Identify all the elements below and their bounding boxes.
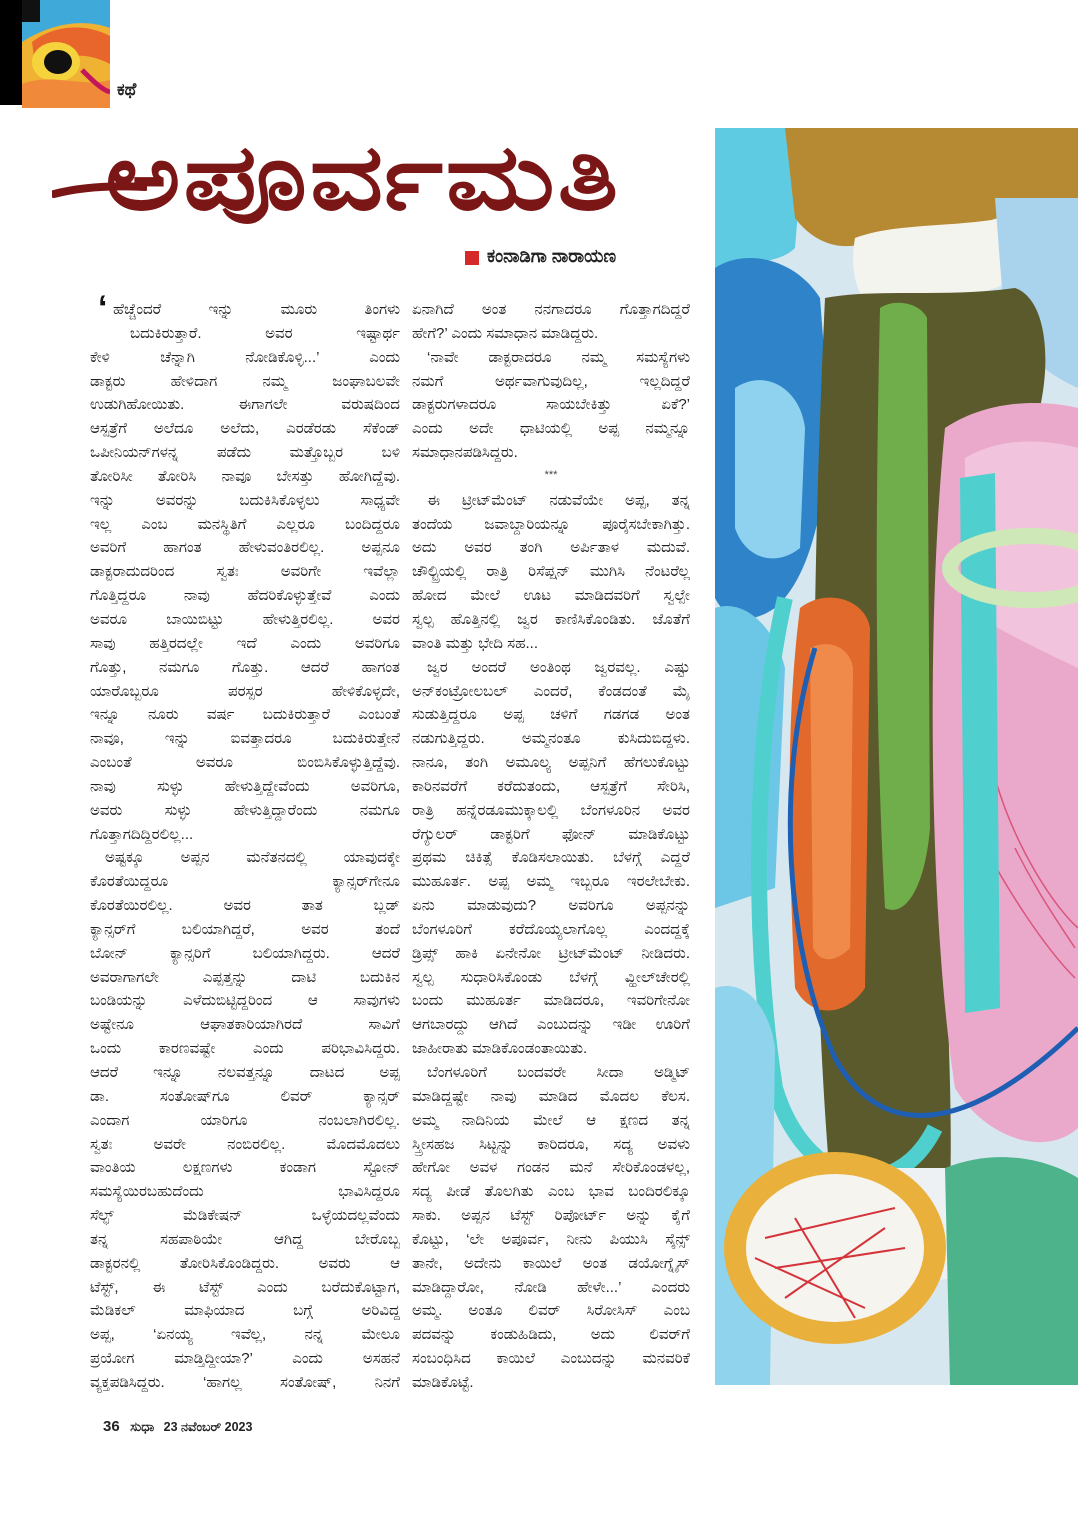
text-line: ನಾನೂ, ತಂಗಿ ಅಮೂಲ್ಯ ಅಪ್ಪನಿಗೆ ಹೆಗಲುಕೊಟ್ಟು bbox=[412, 754, 690, 772]
section-separator: *** bbox=[544, 468, 558, 481]
text-line: ‘ನಾವೇ ಡಾಕ್ಟರಾದರೂ ನಮ್ಮ ಸಮಸ್ಯೆಗಳು bbox=[427, 348, 690, 366]
text-line: ಡಾಕ್ಟರು ಹೇಳಿದಾಗ ನಮ್ಮ ಜಂಘಾಬಲವೇ bbox=[90, 372, 400, 390]
text-line: ಟೆಸ್ಟ್, ಈ ಟೆಸ್ಟ್ ಎಂದು ಬರೆದುಕೊಟ್ಟಾಗ, bbox=[90, 1278, 400, 1296]
text-line: ಸಮಸ್ಯೆಯಿರಬಹುದೆಂದು ಭಾವಿಸಿದ್ದರೂ bbox=[90, 1183, 400, 1201]
text-line bbox=[90, 289, 400, 327]
text-line: ವ್ಯಕ್ತಪಡಿಸಿದ್ದರು. ‘ಹಾಗಲ್ಲ ಸಂತೋಷ್, ನಿನಗೆ bbox=[90, 1373, 400, 1391]
issue-date: 23 ನವೆಂಬರ್ 2023 bbox=[163, 1420, 253, 1434]
text-line: ಡ್ರಿಪ್ಸ್ ಹಾಕಿ ಏನೇನೋ ಟ್ರೀಟ್‌ಮೆಂಟ್ ನೀಡಿದರು. bbox=[412, 944, 690, 962]
text-line: ಮಾಡಿದ್ದಾರೋ, ನೋಡಿ ಹೇಳೇ...’ ಎಂದರು bbox=[412, 1278, 690, 1296]
text-line: ಪ್ರಯೋಗ ಮಾಡ್ತಿದ್ದೀಯಾ?’ ಎಂದು ಅಸಹನೆ bbox=[90, 1350, 400, 1368]
text-line: ಸದ್ಯ ಪೀಡೆ ತೊಲಗಿತು ಎಂಬ ಭಾವ ಬಂದಿರಲಿಕ್ಕೂ bbox=[412, 1183, 690, 1201]
text-line: ಒಂದು ಕಾರಣವಷ್ಟೇ ಎಂದು ಪರಿಭಾವಿಸಿದ್ದರು. bbox=[90, 1040, 400, 1058]
text-line: ಸಂಬಂಧಿಸಿದ ಕಾಯಿಲೆ ಎಂಬುದನ್ನು ಮನವರಿಕೆ bbox=[412, 1350, 690, 1368]
text-line: ಹೇಗೆ?’ ಎಂದು ಸಮಾಧಾನ ಮಾಡಿದ್ದರು. bbox=[412, 324, 599, 342]
text-line: ಸ್ವಲ್ಪ ಸುಧಾರಿಸಿಕೊಂಡು ಬೆಳಗ್ಗೆ ವ್ಹೀಲ್‌ಚೇರಲ್ಲಿ bbox=[412, 968, 690, 986]
section-logo-icon bbox=[22, 0, 110, 108]
black-corner-bar bbox=[0, 0, 22, 105]
text-line: ಅನ್‌ಕಂಟ್ರೋಲಬಲ್ ಎಂದರೆ, ಕೆಂಡದಂತೆ ಮೈ bbox=[412, 682, 690, 700]
text-line: ಬೋನ್ ಕ್ಯಾನ್ಸರಿಗೆ ಬಲಿಯಾಗಿದ್ದರು. ಆದರೆ bbox=[90, 944, 400, 962]
abstract-painting-illustration bbox=[715, 128, 1078, 1385]
text-line: ಎಂಬಂತೆ ಅವರೂ ಬಿಂಬಿಸಿಕೊಳ್ಳುತ್ತಿದ್ದೆವು. bbox=[90, 754, 400, 772]
text-line: ಡಾ. ಸಂತೋಷ್‌ಗೂ ಲಿವರ್ ಕ್ಯಾನ್ಸರ್ bbox=[90, 1087, 400, 1105]
text-line: ಈ ಟ್ರೀಟ್‌ಮೆಂಟ್ ನಡುವೆಯೇ ಅಪ್ಪ, ತನ್ನ bbox=[427, 491, 690, 509]
text-line: ಅಮ್ಮ ನಾದಿನಿಯ ಮೇಲೆ ಆ ಕ್ಷಣದ ತನ್ನ bbox=[412, 1111, 690, 1129]
text-line: ನಮಗೆ ಅರ್ಥವಾಗುವುದಿಲ್ಲ, ಇಲ್ಲದಿದ್ದರೆ bbox=[412, 372, 690, 390]
text-line: ಅವರು ಸುಳ್ಳು ಹೇಳುತ್ತಿದ್ದಾರೆಂದು ನಮಗೂ bbox=[90, 801, 400, 819]
text-line: ಸುಡುತ್ತಿದ್ದರೂ ಅಪ್ಪ ಚಳಿಗೆ ಗಡಗಡ ಅಂತ bbox=[412, 706, 690, 724]
text-line: ಸ್ತ್ರೀಸಹಜ ಸಿಟ್ಟನ್ನು ಕಾರಿದರೂ, ಸದ್ಯ ಅವಳು bbox=[412, 1135, 690, 1153]
opening-quote-mark: ‘ bbox=[98, 289, 108, 327]
text-line: ತಾನೇ, ಅದೇನು ಕಾಯಿಲೆ ಅಂತ ಡಯೋಗ್ನೈಸ್ bbox=[412, 1254, 690, 1272]
text-line: ಆದರೆ ಇನ್ನೂ ನಲವತ್ತನ್ನೂ ದಾಟದ ಅಪ್ಪ bbox=[90, 1064, 400, 1081]
text-line: ನಾವೂ, ಇನ್ನು ಐವತ್ತಾದರೂ ಬದುಕಿರುತ್ತೇನೆ bbox=[90, 730, 400, 748]
page-number: 36 bbox=[103, 1418, 120, 1435]
text-line: ಸ್ವತಃ ಅವರೇ ನಂಬಿರಲಿಲ್ಲ. ಮೊದಮೊದಲು bbox=[90, 1135, 400, 1153]
publication-name: ಸುಧಾ bbox=[130, 1419, 155, 1434]
text-line: ಚೌಲ್ಟ್ರಿಯಲ್ಲಿ ರಾತ್ರಿ ರಿಸೆಪ್ಷನ್ ಮುಗಿಸಿ ನೆಂಟರೆಲ್ಲ bbox=[412, 563, 690, 581]
text-line: ಬೆಂಗಳೂರಿಗೆ ಕರೆದೊಯ್ಯಲಾಗೊಲ್ಲ ಎಂದದ್ದಕ್ಕೆ bbox=[412, 920, 690, 938]
text-line: ಸಾಕು. ಅಪ್ಪನ ಟೆಸ್ಟ್ ರಿಪೋರ್ಟ್ ಅನ್ನು ಕೈಗೆ bbox=[412, 1207, 690, 1225]
text-line: ನಾವು ಸುಳ್ಳು ಹೇಳುತ್ತಿದ್ದೇವೆಂದು ಅವರಿಗೂ, bbox=[90, 777, 400, 795]
text-line: ತನ್ನ ಸಹಪಾಠಿಯೇ ಆಗಿದ್ದ ಬೇರೊಬ್ಬ bbox=[90, 1230, 400, 1248]
text-line: ಇನ್ನೂ ನೂರು ವರ್ಷ ಬದುಕಿರುತ್ತಾರೆ ಎಂಬಂತೆ bbox=[90, 706, 400, 724]
text-line-content: ಹೆಚ್ಚೆಂದರೆ ಇನ್ನು ಮೂರು ತಿಂಗಳು bbox=[113, 301, 400, 318]
text-line: ಮುಹೂರ್ತ. ಅಪ್ಪ ಅಮ್ಮ ಇಬ್ಬರೂ ಇರಲೇಬೇಕು. bbox=[412, 873, 690, 891]
painting-orange-highlight bbox=[810, 644, 853, 959]
text-line: ಯಾರೊಬ್ಬರೂ ಪರಸ್ಪರ ಹೇಳಿಕೊಳ್ಳದೇ, bbox=[90, 682, 400, 700]
text-line: ಒಪೀನಿಯನ್‌ಗಳನ್ನ ಪಡೆದು ಮತ್ತೊಬ್ಬರ ಬಳಿ bbox=[90, 444, 400, 462]
text-line: ಜ್ವರ ಅಂದರೆ ಅಂತಿಂಥ ಜ್ವರವಲ್ಲ. ಎಷ್ಟು bbox=[427, 658, 690, 676]
painting-light-blue-patch bbox=[735, 380, 805, 558]
text-line: ಜಾಹೀರಾತು ಮಾಡಿಕೊಂಡಂತಾಯಿತು. bbox=[412, 1040, 588, 1058]
text-line: ಪದವನ್ನು ಕಂಡುಹಿಡಿದು, ಅದು ಲಿವರ್‌ಗೆ bbox=[412, 1326, 690, 1344]
text-line: ಎಂದು ಅದೇ ಧಾಟಿಯಲ್ಲಿ ಅಪ್ಪ ನಮ್ಮನ್ನೂ bbox=[412, 420, 690, 438]
text-line: ಅಷ್ಟಕ್ಕೂ ಅಪ್ಪನ ಮನೆತನದಲ್ಲಿ ಯಾವುದಕ್ಕೇ bbox=[105, 849, 400, 867]
text-line: ತಂದೆಯ ಜವಾಬ್ದಾರಿಯನ್ನೂ ಪೂರೈಸಬೇಕಾಗಿತ್ತು. bbox=[412, 515, 690, 533]
text-line: ಗೊತ್ತಿದ್ದರೂ ನಾವು ಹೆದರಿಕೊಳ್ಳುತ್ತೇವೆ ಎಂದು bbox=[90, 587, 400, 605]
text-column-left bbox=[90, 289, 400, 1395]
text-line: ಕೊರತೆಯಿದ್ದರೂ ಕ್ಯಾನ್ಸರ್‌ಗೇನೂ bbox=[90, 873, 400, 891]
text-line: ಏನು ಮಾಡುವುದು? ಅವರಿಗೂ ಅಪ್ಪನನ್ನು bbox=[412, 897, 690, 915]
text-line: ಅಪ್ಪ, ‘ಏನಯ್ಯ ಇವೆಲ್ಲ, ನನ್ನ ಮೇಲೂ bbox=[90, 1326, 400, 1344]
text-line: ರಾತ್ರಿ ಹನ್ನೆರಡೂಮುಕ್ಕಾಲಲ್ಲಿ ಬೆಂಗಳೂರಿನ ಅವರ bbox=[412, 801, 690, 819]
text-line: ವಾಂತಿಯ ಲಕ್ಷಣಗಳು ಕಂಡಾಗ ಸ್ಟೋನ್ bbox=[90, 1159, 400, 1177]
story-title: ಅಪೂರ್ವಮತಿ bbox=[105, 123, 621, 231]
text-line: ಇನ್ನು ಅವರನ್ನು ಬದುಕಿಸಿಕೊಳ್ಳಲು ಸಾಧ್ಯವೇ bbox=[90, 491, 400, 509]
text-line: ಮೆಡಿಕಲ್ ಮಾಫಿಯಾದ ಬಗ್ಗೆ ಅರಿವಿದ್ದ bbox=[90, 1302, 400, 1320]
text-line: ಡಾಕ್ಟರನಲ್ಲಿ ತೋರಿಸಿಕೊಂಡಿದ್ದರು. ಅವರು ಆ bbox=[90, 1254, 400, 1272]
text-line: ಡಾಕ್ಟರುಗಳಾದರೂ ಸಾಯಬೇಕಿತ್ತು ಏಕೆ?’ bbox=[412, 396, 690, 414]
text-line: ಅವರಾಗಾಗಲೇ ಎಪ್ಪತ್ತನ್ನು ದಾಟಿ ಬದುಕಿನ bbox=[90, 968, 400, 986]
text-line: ಏನಾಗಿದೆ ಅಂತ ನನಗಾದರೂ ಗೊತ್ತಾಗದಿದ್ದರೆ bbox=[412, 301, 690, 318]
page-footer bbox=[103, 1418, 252, 1436]
section-label: ಕಥೆ bbox=[117, 80, 137, 99]
text-line: ಆಸ್ಪತ್ರೆಗೆ ಅಲೆದೂ ಅಲೆದು, ಎರಡೆರಡು ಸೆಕೆಂಡ್ bbox=[90, 420, 400, 438]
text-line: ಅಮ್ಮ. ಅಂತೂ ಲಿವರ್ ಸಿರೋಸಿಸ್ ಎಂಬ bbox=[412, 1302, 690, 1320]
logo-black-circle bbox=[44, 50, 72, 74]
text-line: ಎಂದಾಗ ಯಾರಿಗೂ ನಂಬಲಾಗಿರಲಿಲ್ಲ. bbox=[90, 1111, 400, 1129]
text-line: ಕೊರತೆಯಿರಲಿಲ್ಲ. ಅವರ ತಾತ ಬ್ಲಡ್ bbox=[90, 897, 400, 915]
text-line: ಗೊತ್ತು, ನಮಗೂ ಗೊತ್ತು. ಆದರೆ ಹಾಗಂತ bbox=[90, 658, 400, 676]
text-line: ಇಲ್ಲ ಎಂಬ ಮನಸ್ಥಿತಿಗೆ ಎಲ್ಲರೂ ಬಂದಿದ್ದರೂ bbox=[90, 515, 400, 533]
text-line: ಕ್ಯಾನ್ಸರ್‌ಗೆ ಬಲಿಯಾಗಿದ್ದರೆ, ಅವರ ತಂದೆ bbox=[90, 920, 400, 938]
text-line: ಅವರಿಗೆ ಹಾಗಂತ ಹೇಳುವಂತಿರಲಿಲ್ಲ. ಅಪ್ಪನೂ bbox=[90, 539, 400, 557]
text-column-right bbox=[412, 298, 690, 1395]
text-line: ಮಾಡಿಕೊಟ್ಟೆ. bbox=[412, 1373, 474, 1391]
author-marker-square bbox=[465, 251, 479, 265]
text-line: ಅದು ಅವರ ತಂಗಿ ಅರ್ಪಿತಾಳ ಮದುವೆ. bbox=[412, 539, 690, 557]
text-line: ಪ್ರಥಮ ಚಿಕಿತ್ಸೆ ಕೊಡಿಸಲಾಯಿತು. ಬೆಳಗ್ಗೆ ಎದ್ದರೆ bbox=[412, 849, 690, 867]
text-line: ಮಾಡಿದ್ದಷ್ಟೇ ನಾವು ಮಾಡಿದ ಮೊದಲ ಕೆಲಸ. bbox=[412, 1087, 690, 1105]
text-line: ಬದುಕಿರುತ್ತಾರೆ. ಅವರ ಇಷ್ಟಾರ್ಥ bbox=[130, 324, 400, 342]
text-line: ಬಂಡಿಯನ್ನು ಎಳೆದುಬಿಟ್ಟಿದ್ದರಿಂದ ಆ ಸಾವುಗಳು bbox=[90, 992, 400, 1010]
text-line: ತೋರಿಸೀ ತೋರಿಸಿ ನಾವೂ ಬೇಸತ್ತು ಹೋಗಿದ್ದೆವು. bbox=[90, 467, 400, 485]
text-line: ಸಾವು ಹತ್ತಿರದಲ್ಲೇ ಇದೆ ಎಂದು ಅವರಿಗೂ bbox=[90, 634, 400, 652]
text-line: ಅಷ್ಟೇನೂ ಆಘಾತಕಾರಿಯಾಗಿರದೆ ಸಾವಿಗೆ bbox=[90, 1016, 400, 1034]
text-line: ವಾಂತಿ ಮತ್ತು ಭೇದಿ ಸಹ... bbox=[412, 634, 539, 652]
text-line: ರೆಗ್ಯುಲರ್ ಡಾಕ್ಟರಿಗೆ ಫೋನ್ ಮಾಡಿಕೊಟ್ಟು bbox=[412, 825, 690, 843]
logo-corner-patch bbox=[22, 0, 40, 22]
text-line: ಸ್ವಲ್ಪ ಹೊತ್ತಿನಲ್ಲಿ ಜ್ವರ ಕಾಣಿಸಿಕೊಂಡಿತು. ಜೊತೆಗೆ bbox=[412, 610, 690, 628]
text-line: ನಡುಗುತ್ತಿದ್ದರು. ಅಮ್ಮನಂತೂ ಕುಸಿದುಬಿದ್ದಳು. bbox=[412, 730, 690, 748]
text-line: ಕಾರಿನವರೆಗೆ ಕರೆದುತಂದು, ಆಸ್ಪತ್ರೆಗೆ ಸೇರಿಸಿ, bbox=[412, 777, 690, 795]
text-line: ಉಡುಗಿಹೋಯಿತು. ಈಗಾಗಲೇ ವರುಷದಿಂದ bbox=[90, 396, 400, 414]
text-line: ಸೆಲ್ಫ್ ಮೆಡಿಕೇಷನ್ ಒಳ್ಳೆಯದಲ್ಲವೆಂದು bbox=[90, 1207, 400, 1225]
text-line: ಸಮಾಧಾನಪಡಿಸಿದ್ದರು. bbox=[412, 444, 518, 462]
text-line: ಕೇಳಿ ಚೆನ್ನಾಗಿ ನೋಡಿಕೊಳ್ಳಿ...’ ಎಂದು bbox=[90, 348, 400, 366]
text-line: ಡಾಕ್ಟರಾದುದರಿಂದ ಸ್ವತಃ ಅವರಿಗೇ ಇವೆಲ್ಲಾ bbox=[90, 563, 400, 581]
painting-green-bottom bbox=[945, 1157, 1078, 1385]
text-line: ಹೇಗೋ ಅವಳ ಗಂಡನ ಮನೆ ಸೇರಿಕೊಂಡಳಲ್ಲ, bbox=[412, 1159, 690, 1177]
text-line: ಆಗಬಾರದ್ದು ಆಗಿದೆ ಎಂಬುದನ್ನು ಇಡೀ ಊರಿಗೆ bbox=[412, 1016, 690, 1034]
text-line: ಬೆಂಗಳೂರಿಗೆ ಬಂದವರೇ ಸೀದಾ ಅಡ್ಮಿಟ್ bbox=[427, 1064, 690, 1081]
author-name: ಕಂನಾಡಿಗಾ ನಾರಾಯಣ bbox=[487, 246, 617, 266]
text-line: ಗೊತ್ತಾಗದಿದ್ದಿರಲಿಲ್ಲ... bbox=[90, 825, 194, 843]
story-title-block bbox=[105, 122, 695, 234]
text-line: ಹೋದ ಮೇಲೆ ಊಟ ಮಾಡಿದವರಿಗೆ ಸ್ವಲ್ಪೇ bbox=[412, 587, 690, 605]
text-line: ಬಂದು ಮುಹೂರ್ತ ಮಾಡಿದರೂ, ಇವರಿಗೇನೋ bbox=[412, 992, 690, 1010]
painting-green-stripe bbox=[877, 303, 930, 910]
text-line: ಕೊಟ್ಟು, ‘ಲೇ ಅಪೂರ್ವ, ನೀನು ಪಿಯುಸಿ ಸೈನ್ಸ್ bbox=[412, 1230, 690, 1248]
text-line: ಅವರೂ ಬಾಯಿಬಿಟ್ಟು ಹೇಳುತ್ತಿರಲಿಲ್ಲ. ಅವರ bbox=[90, 610, 400, 628]
